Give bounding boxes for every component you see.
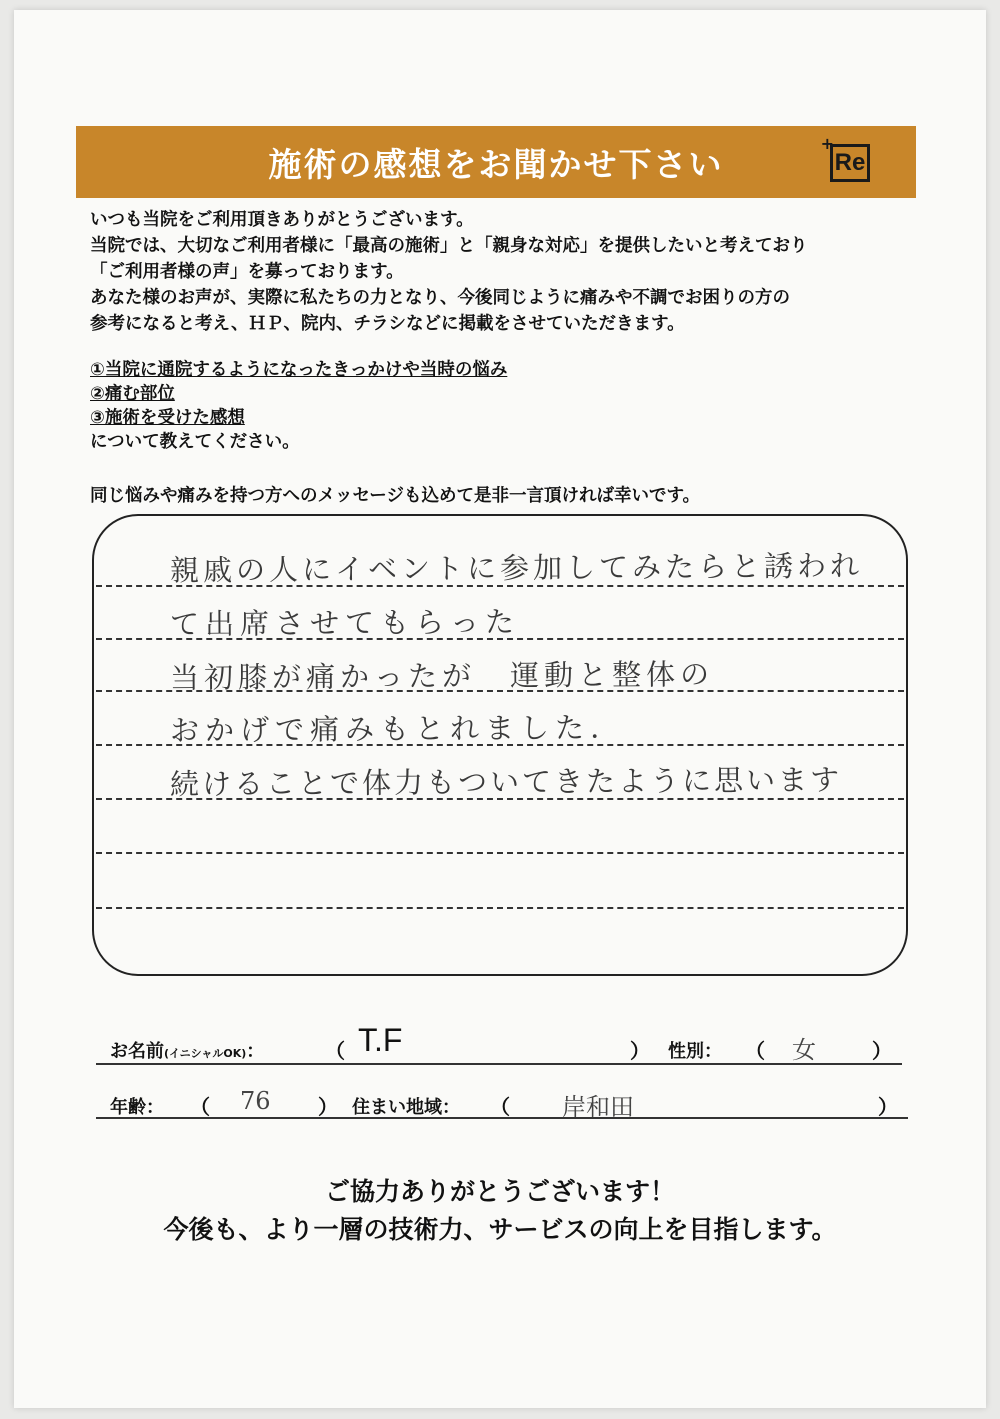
answer-dashed-line (96, 852, 904, 854)
area-close-paren: ） (878, 1095, 898, 1119)
handwritten-answer-line: 続けることで体力もついてきたように思います (169, 762, 843, 802)
age-open-paren: （ (190, 1095, 210, 1119)
gender-close-paren: ） (872, 1039, 892, 1063)
name-label: お名前 (110, 1041, 164, 1062)
topic-item: ③施術を受けた感想 (90, 408, 245, 428)
name-colon: ： (246, 1041, 265, 1062)
handwritten-answer-line: 親戚の人にイベントに参加してみたらと誘われ (169, 548, 864, 588)
title-banner (76, 126, 916, 198)
page-title: 施術の感想をお聞かせ下さい (268, 144, 724, 184)
name-underline (96, 1063, 902, 1065)
thanks-line-1: ご協力ありがとうございます！ (324, 1177, 675, 1206)
handwritten-answer-line: 当初膝が痛かったが 運動と整体の (169, 657, 715, 695)
topic-closing: について教えてください。 (90, 432, 300, 452)
intro-text (90, 207, 930, 337)
logo-plus-mark: + (820, 134, 834, 153)
message-prompt: 同じ悩みや痛みを持つ方へのメッセージも込めて是非一言頂ければ幸いです。 (90, 486, 701, 506)
intro-line: 「ご利用者様の声」を募っております。 (90, 262, 404, 282)
thanks-line-2: 今後も、より一層の技術力、サービスの向上を目指します。 (163, 1215, 837, 1244)
intro-line: あなた様のお声が、実際に私たちの力となり、今後同じように痛みや不調でお困りの方の (90, 288, 790, 308)
area-label: 住まい地域： (352, 1097, 460, 1118)
age-underline (96, 1117, 908, 1119)
intro-line: 参考になると考え、ＨＰ、院内、チラシなどに掲載をさせていただきます。 (90, 314, 685, 334)
intro-line: 当院では、大切なご利用者様に「最高の施術」と「親身な対応」を提供したいと考えており (90, 236, 808, 256)
name-label-group (110, 1037, 264, 1063)
gender-value[interactable]: 女 (792, 1036, 816, 1064)
name-open-paren: （ (325, 1039, 345, 1063)
area-open-paren: （ (490, 1095, 510, 1119)
name-close-paren: ） (630, 1039, 650, 1063)
name-value[interactable]: T.F (358, 1022, 403, 1058)
age-value[interactable]: 76 (240, 1087, 271, 1115)
topic-item: ①当院に通院するようになったきっかけや当時の悩み (90, 360, 508, 380)
gender-label: 性別： (668, 1041, 722, 1062)
topic-item: ②痛む部位 (90, 384, 175, 404)
gender-open-paren: （ (745, 1039, 765, 1063)
re-logo-icon: Re (830, 144, 870, 182)
handwritten-answer-line: て出席させてもらった (169, 604, 521, 642)
area-value[interactable]: 岸和田 (562, 1093, 634, 1121)
handwritten-answer-line: おかげで痛みもとれました. (169, 710, 606, 748)
intro-line: いつも当院をご利用頂きありがとうございます。 (90, 210, 474, 230)
topic-list (90, 358, 507, 454)
answer-dashed-line (96, 907, 904, 909)
age-label: 年齢： (110, 1097, 164, 1118)
name-note: (イニシャルOK) (164, 1047, 247, 1060)
age-close-paren: ） (318, 1095, 338, 1119)
